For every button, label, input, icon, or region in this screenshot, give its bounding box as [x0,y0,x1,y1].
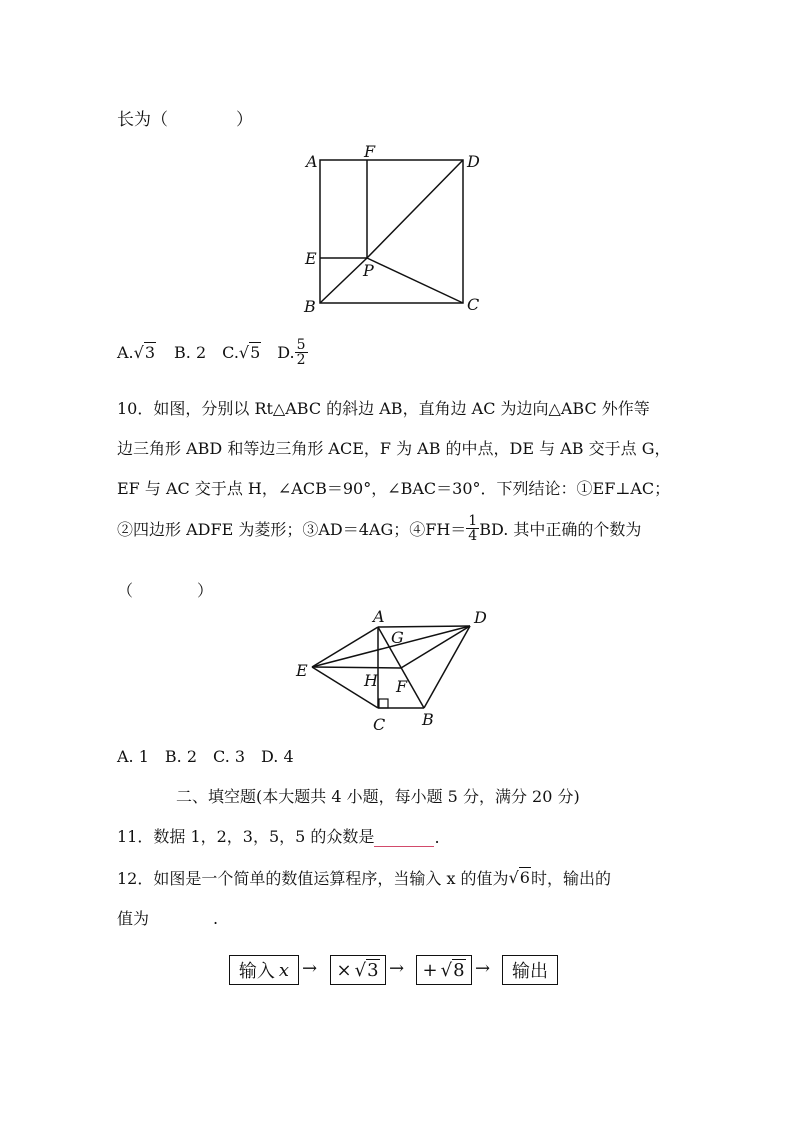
sqrt-5: √5 [238,343,261,362]
point-label-B: B [422,710,434,729]
q10-line-3: EF 与 AC 交于点 H，∠ACB＝90°，∠BAC＝30°．下列结论：①EF⊥AC； [117,479,671,498]
q10-line-4-part-a: ②四边形 ADFE 为菱形；③AD＝4AG；④FH＝ [117,520,467,539]
radicand: 3 [367,959,379,981]
denominator: 2 [296,352,306,368]
q10-line-4-part-b: BD. 其中正确的个数为 [479,520,642,539]
q10-line-1: 10．如图，分别以 Rt△ABC 的斜边 AB，直角边 AC 为边向△ABC 外作等 [117,399,650,418]
flow-step-2-op: + [422,959,438,981]
q9-option-d-prefix: D. [277,343,295,362]
flow-input-box [229,955,299,985]
flow-input-var: x [278,959,290,981]
q10-figure-svg [290,605,500,735]
q9-figure-svg [300,140,490,320]
q10-figure [290,605,500,735]
point-label-D: D [474,608,487,627]
point-label-F: F [396,677,408,696]
point-label-D: D [467,152,480,171]
section-heading: 二、填空题(本大题共 4 小题，每小题 5 分，满分 20 分) [176,787,580,806]
q9-figure [300,140,490,320]
flow-step-1-box [330,955,386,985]
radicand: 5 [250,343,261,362]
point-label-F: F [364,142,376,161]
q12-line-2: 值为 . [117,909,219,928]
flow-step-2-box [416,955,472,985]
denominator: 4 [468,528,478,544]
q11-text: 11．数据 1，2，3，5，5 的众数是 [117,827,375,846]
q11-end: . [434,828,440,847]
point-label-C: C [373,715,386,734]
flow-output-box [502,955,558,985]
q12-line-1-part-b: 时，输出的 [530,869,611,888]
fraction-1-4 [466,514,479,543]
flow-output-label: 输出 [512,961,548,982]
q10-answer-paren: （ ） [117,581,214,600]
point-label-H: H [364,671,378,690]
q9-option-c-prefix: C. [222,343,239,362]
point-label-G: G [391,628,404,647]
flow-input-label: 输入 [238,961,275,982]
sqrt-3: √3 [354,959,379,981]
radicand: 8 [453,959,465,981]
radicand: 3 [144,343,156,362]
sqrt-8: √8 [440,959,465,981]
point-label-E: E [296,661,308,680]
radicand: 6 [519,868,530,887]
sqrt-6: √6 [508,868,530,887]
sqrt-3: √3 [133,343,156,362]
point-label-A: A [373,607,385,626]
point-label-P: P [363,261,374,280]
fraction-5-2 [295,338,308,367]
q10-line-2: 边三角形 ABD 和等边三角形 ACE，F 为 AB 的中点，DE 与 AB 交于点 G， [117,439,671,458]
q11 [117,824,440,847]
q12-line-1 [117,866,611,889]
flow-arrow-2: → [389,958,405,979]
q9-option-a-prefix: A. [117,343,134,362]
flow-arrow-3: → [475,958,491,979]
q9-stem-tail: 长为（ ） [117,110,253,130]
point-label-C: C [467,295,480,314]
q9-option-b: B. 2 [174,343,207,362]
point-label-A: A [306,152,318,171]
flow-step-1-op: × [336,959,352,981]
q10-line-4 [117,514,641,543]
q10-options: A. 1 B. 2 C. 3 D. 4 [117,747,294,766]
numerator: 1 [468,513,478,529]
point-label-B: B [304,297,316,316]
numerator: 5 [296,337,306,353]
flow-arrow-1: → [302,958,318,979]
q9-options [117,338,308,367]
answer-blank[interactable] [374,830,434,847]
q12-line-1-part-a: 12．如图是一个简单的数值运算程序，当输入 x 的值为 [117,869,509,888]
point-label-E: E [305,249,317,268]
